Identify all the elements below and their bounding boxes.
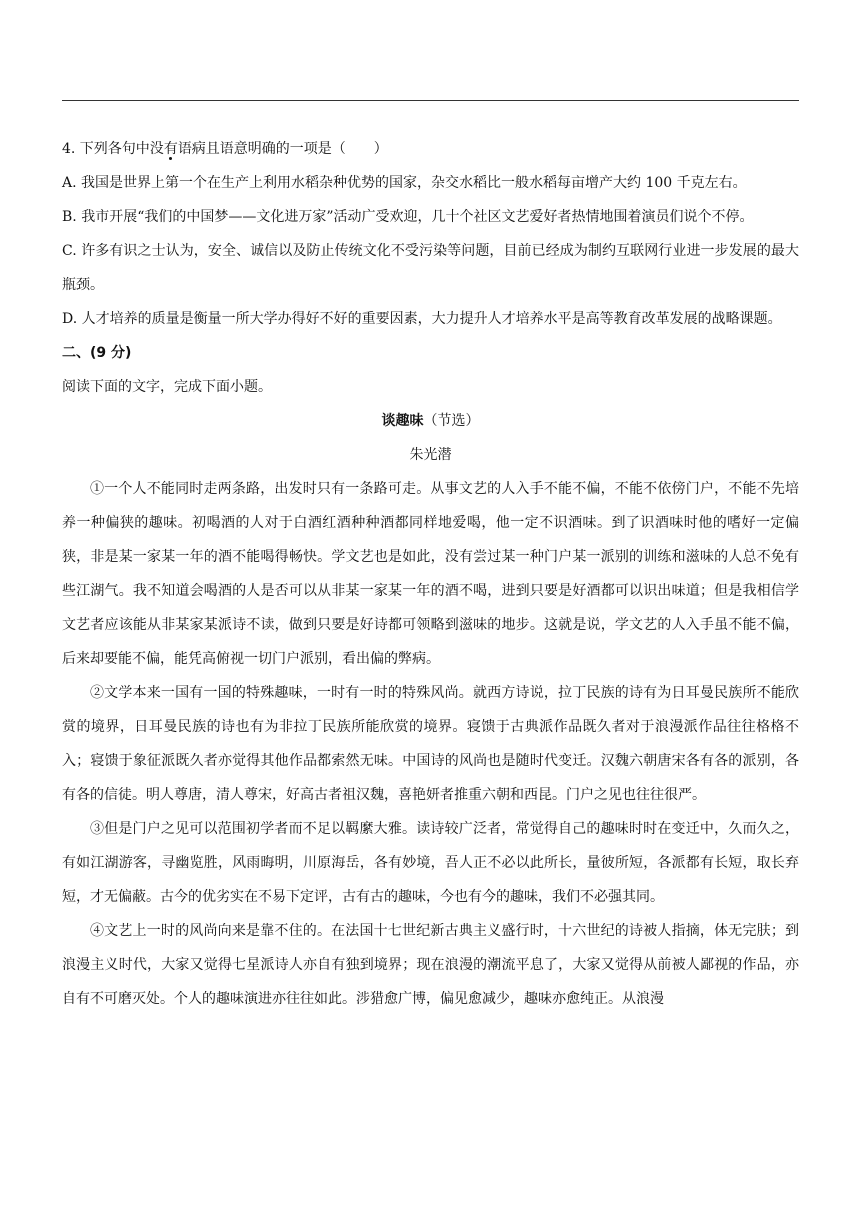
section-instruction: 阅读下面的文字，完成下面小题。 <box>62 379 272 395</box>
option-c: C. 许多有识之士认为，安全、诚信以及防止传统文化不受污染等问题，目前已经成为制约互联网行业进一步发展的最大瓶颈。 <box>62 243 799 293</box>
question-stem <box>62 132 799 166</box>
emphasis-dot-char: 有 <box>163 141 178 157</box>
paragraph-1: ①一个人不能同时走两条路，出发时只有一条路可走。从事文艺的人入手不能不偏，不能不依傍门户，不能不先培养一种偏狭的趣味。初喝酒的人对于白酒红酒种种酒都同样地爱喝，他一定不识酒味。到了识酒味时他的嗜好一定偏狭，非是某一家某一年的酒不能喝得畅快。学文艺也是如此，没有尝过某一种门户某一派别的训练和滋味的人总不免有些江湖气。我不知道会喝酒的人是否可以从非某一家某一年的酒不喝，进到只要是好酒都可以识出味道；但是我相信学文艺者应该能从非某家某派诗不读，做到只要是好诗都可领略到滋味的地步。这就是说，学文艺的人入手虽不能不偏，后来却要能不偏，能凭高俯视一切门户派别，看出偏的弊病。 <box>62 481 799 667</box>
document-body <box>62 132 799 1016</box>
question-stem-text-end: 语病且语意明确的一项是（ ） <box>177 141 388 157</box>
article-title: 谈趣味 <box>381 413 424 429</box>
option-d: D. 人才培养的质量是衡量一所大学办得好不好的重要因素，大力提升人才培养水平是高等教育改革发展的战略课题。 <box>62 311 782 327</box>
option-b: B. 我市开展“我们的中国梦——文化进万家”活动广受欢迎，几十个社区文艺爱好者热情地围着演员们说个不停。 <box>62 209 754 225</box>
section-heading: 二、(9 分) <box>62 345 132 361</box>
article-title-note: （节选） <box>423 413 480 429</box>
option-a: A. 我国是世界上第一个在生产上利用水稻杂种优势的国家，杂交水稻比一般水稻每亩增产大约 100 千克左右。 <box>62 175 747 191</box>
article-title-line <box>62 404 799 438</box>
paragraph-4: ④文艺上一时的风尚向来是靠不住的。在法国十七世纪新古典主义盛行时，十六世纪的诗被人指摘，体无完肤；到浪漫主义时代，大家又觉得七星派诗人亦自有独到境界；现在浪漫的潮流平息了，大家又觉得从前被人鄙视的作品，亦自有不可磨灭处。个人的趣味演进亦往往如此。涉猎愈广博，偏见愈减少，趣味亦愈纯正。从浪漫 <box>62 923 799 1007</box>
question-stem-text: 4. 下列各句中没 <box>62 141 164 157</box>
article-author: 朱光潜 <box>409 447 452 463</box>
paragraph-3: ③但是门户之见可以范围初学者而不足以羁縻大雅。读诗较广泛者，常觉得自己的趣味时时在变迁中，久而久之，有如江湖游客，寻幽览胜，风雨晦明，川原海岳，各有妙境，吾人正不必以此所长，量彼所短，各派都有长短，取长弃短，才无偏蔽。古今的优劣实在不易下定评，古有古的趣味，今也有今的趣味，我们不必强其同。 <box>62 821 799 905</box>
header-rule <box>62 100 799 101</box>
paragraph-2: ②文学本来一国有一国的特殊趣味，一时有一时的特殊风尚。就西方诗说，拉丁民族的诗有为日耳曼民族所不能欣赏的境界，日耳曼民族的诗也有为非拉丁民族所能欣赏的境界。寝馈于古典派作品既久者对于浪漫派作品往往格格不入；寝馈于象征派既久者亦觉得其他作品都索然无味。中国诗的风尚也是随时代变迁。汉魏六朝唐宋各有各的派别，各有各的信徒。明人尊唐，清人尊宋，好高古者祖汉魏，喜艳妍者推重六朝和西昆。门户之见也往往很严。 <box>62 685 799 803</box>
